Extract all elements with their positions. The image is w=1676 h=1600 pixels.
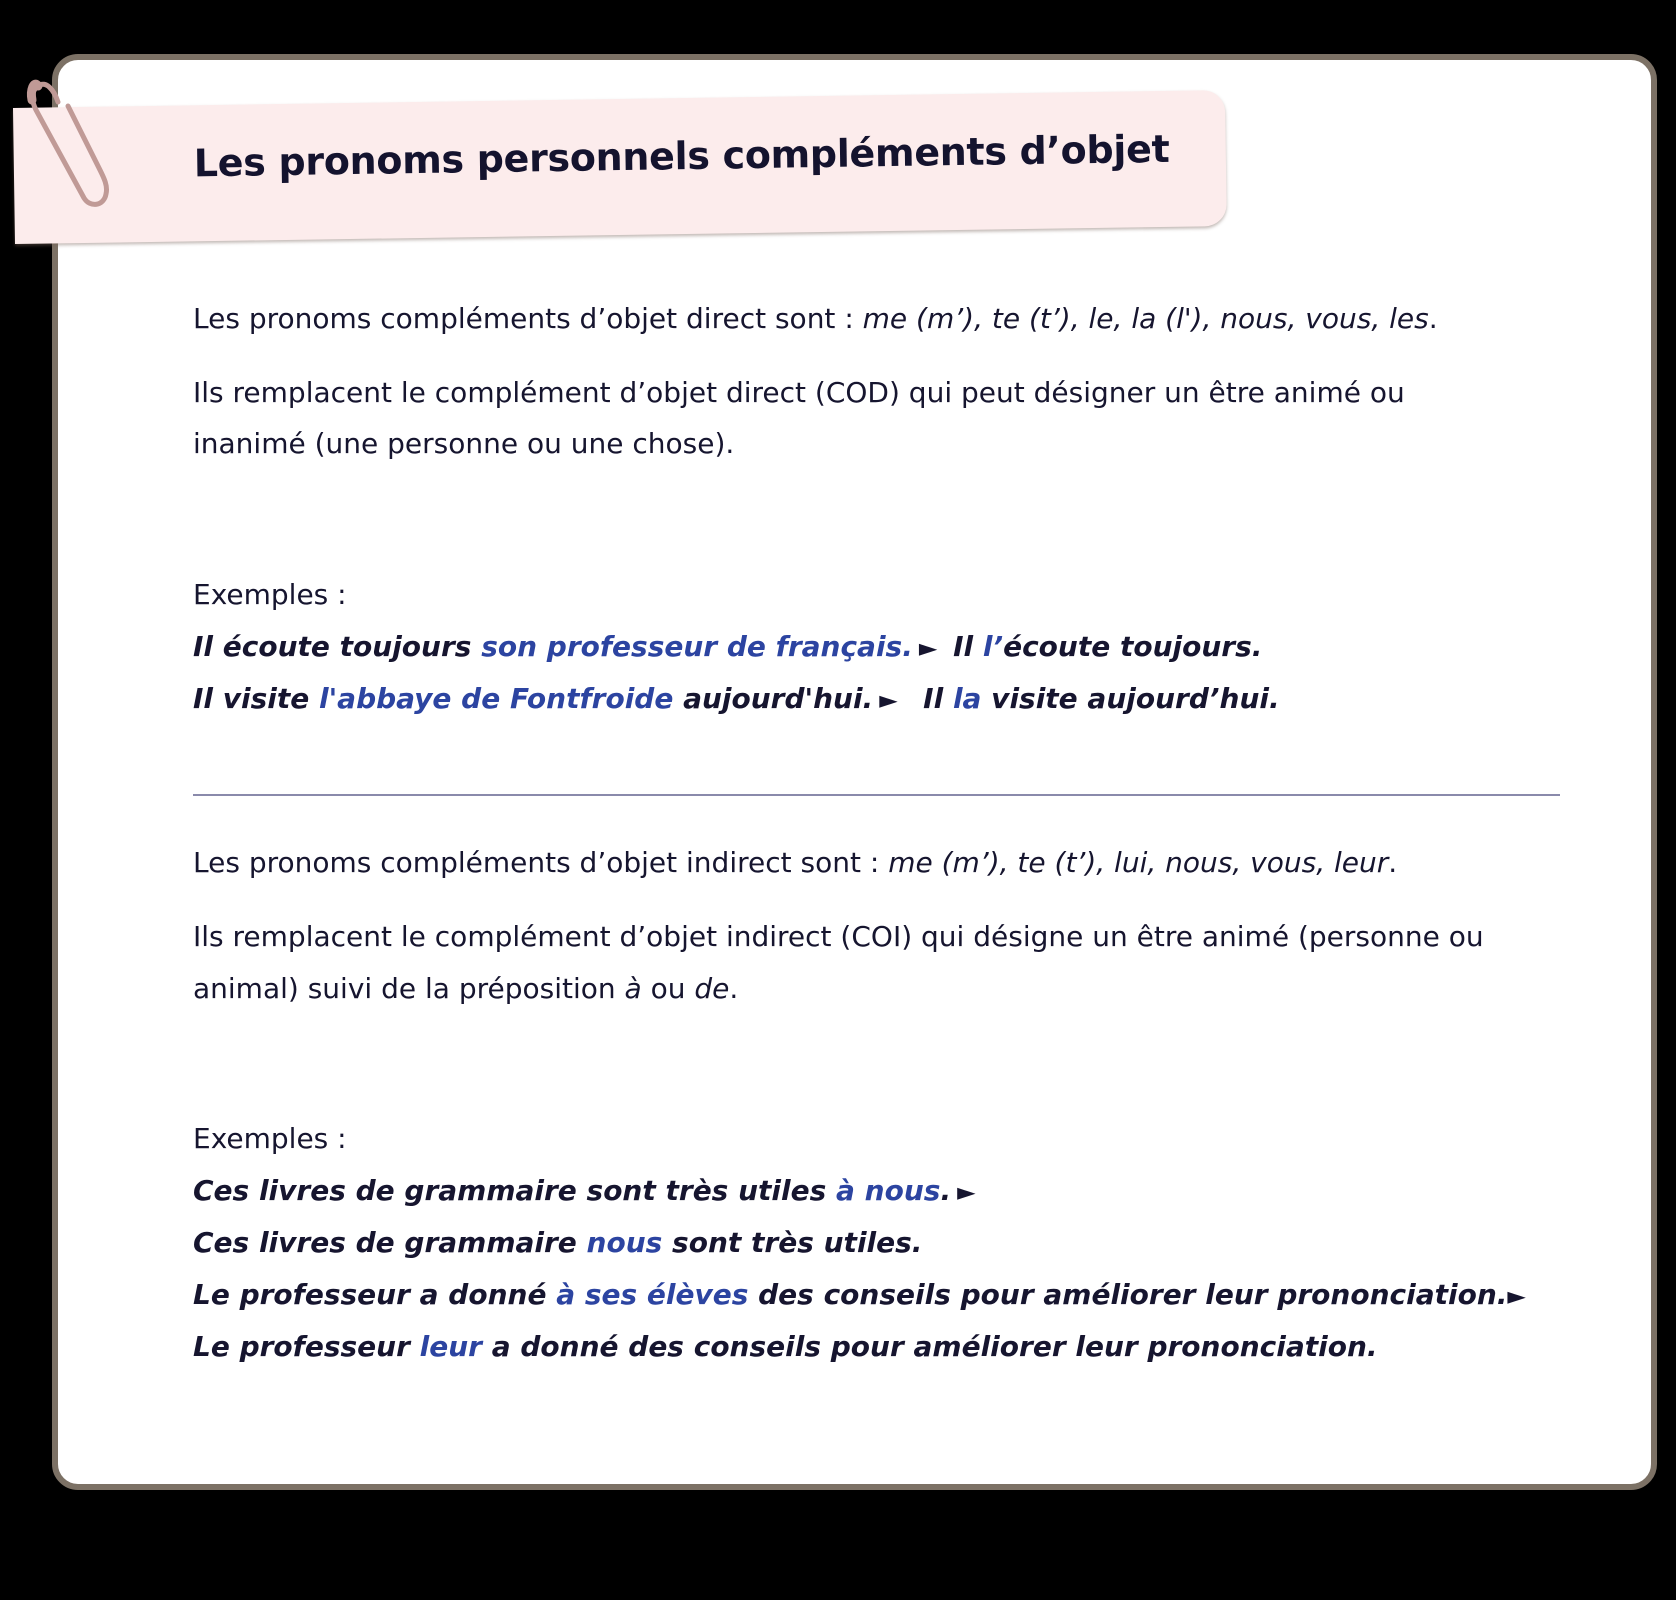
explanation-text: ou	[641, 972, 695, 1005]
example-text: Il	[943, 630, 983, 663]
explanation-text: .	[729, 972, 739, 1005]
direct-example-2	[193, 682, 1280, 715]
indirect-example-2-line2	[193, 1330, 1378, 1363]
example-text: Ces livres de grammaire	[193, 1226, 587, 1259]
example-highlight: à nous	[836, 1174, 941, 1207]
example-text: des conseils pour améliorer leur prononciation.	[748, 1278, 1508, 1311]
paperclip-icon	[18, 62, 118, 212]
example-highlight: leur	[419, 1330, 482, 1363]
example-text: écoute toujours.	[1003, 630, 1263, 663]
example-text: Il	[903, 682, 953, 715]
preposition-a: à	[624, 972, 642, 1005]
direct-intro-suffix: .	[1428, 302, 1438, 335]
example-text: aujourd'hui.	[673, 682, 874, 715]
lesson-card	[52, 54, 1657, 1490]
arrow-right-icon: ►	[1507, 1282, 1526, 1310]
example-highlight: son professeur de français.	[481, 630, 913, 663]
example-text: Il visite	[193, 682, 319, 715]
example-highlight: la	[952, 682, 982, 715]
arrow-right-icon: ►	[918, 634, 938, 662]
explanation-text: animal) suivi de la préposition	[193, 972, 625, 1005]
example-highlight: l’	[982, 630, 1004, 663]
direct-intro-prefix: Les pronoms compléments d’objet direct sont :	[193, 302, 863, 335]
direct-pronoun-list: me (m’), te (t’), le, la (l'), nous, vous, les	[862, 302, 1429, 335]
indirect-example-2-line1	[193, 1278, 1532, 1311]
indirect-pronoun-list: me (m’), te (t’), lui, nous, vous, leur	[888, 846, 1389, 879]
direct-examples-label: Exemples :	[193, 578, 347, 611]
page-title: Les pronoms personnels compléments d’objet	[193, 126, 1170, 186]
example-text: Il écoute toujours	[193, 630, 482, 663]
example-text: .	[940, 1174, 952, 1207]
arrow-right-icon: ►	[957, 1178, 976, 1206]
example-text: sont très utiles.	[662, 1226, 923, 1259]
example-text: a donné des conseils pour améliorer leur prononciation.	[482, 1330, 1378, 1363]
example-text: Le professeur a donné	[193, 1278, 557, 1311]
indirect-example-1-line2	[193, 1226, 922, 1259]
title-banner	[13, 90, 1227, 244]
example-highlight: à ses élèves	[556, 1278, 749, 1311]
direct-example-1	[193, 630, 1262, 663]
indirect-example-1-line1	[193, 1174, 982, 1207]
example-highlight: l'abbaye de Fontfroide	[319, 682, 674, 715]
arrow-right-icon: ►	[879, 686, 898, 714]
preposition-de: de	[694, 972, 730, 1005]
indirect-explanation-line2	[193, 972, 738, 1005]
indirect-intro	[193, 846, 1397, 879]
indirect-intro-suffix: .	[1388, 846, 1398, 879]
example-text: visite aujourd’hui.	[981, 682, 1280, 715]
example-highlight: nous	[586, 1226, 663, 1259]
direct-explanation-line1: Ils remplacent le complément d’objet direct (COD) qui peut désigner un être animé ou	[193, 376, 1405, 409]
section-divider	[193, 794, 1560, 796]
example-text: Le professeur	[193, 1330, 420, 1363]
direct-intro	[193, 302, 1438, 335]
example-text: Ces livres de grammaire sont très utiles	[193, 1174, 837, 1207]
indirect-examples-label: Exemples :	[193, 1122, 347, 1155]
direct-explanation-line2: inanimé (une personne ou une chose).	[193, 427, 735, 460]
indirect-explanation-line1: Ils remplacent le complément d’objet indirect (COI) qui désigne un être animé (personne ou	[193, 920, 1484, 953]
indirect-intro-prefix: Les pronoms compléments d’objet indirect sont :	[193, 846, 889, 879]
